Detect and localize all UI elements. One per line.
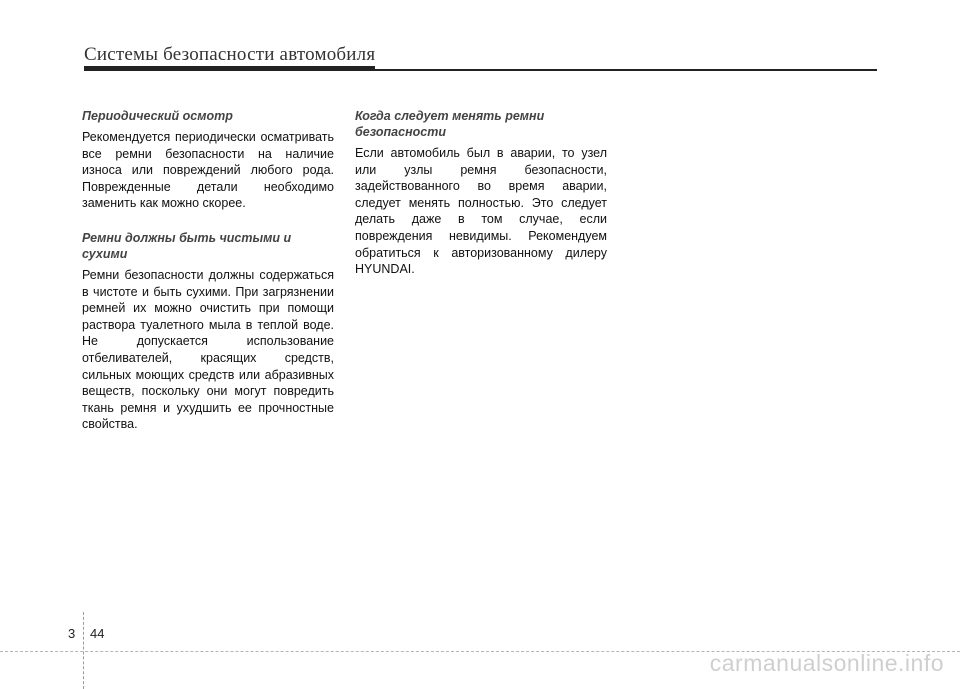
header-rule-thin bbox=[375, 69, 877, 71]
header-rule-thick bbox=[84, 66, 375, 71]
section-heading: Когда следует менять ремни безопасности bbox=[355, 109, 545, 139]
section-heading: Периодический осмотр bbox=[82, 109, 233, 123]
right-column bbox=[355, 108, 607, 296]
section-heading: Ремни должны быть чистыми и сухими bbox=[82, 230, 292, 261]
watermark-text: carmanualsonline.info bbox=[709, 650, 944, 676]
left-column bbox=[82, 108, 334, 451]
chapter-number: 3 bbox=[68, 626, 76, 641]
section-body: Рекомендуется периодически осматривать все ремни безопасности на наличие износа или повреждений любого рода. Поврежденные детали необходимо заменить как можно скорее. bbox=[82, 130, 334, 211]
page-number: 44 bbox=[90, 626, 105, 641]
section-clean-dry-belts bbox=[82, 230, 334, 433]
section-body: Ремни безопасности должны содержаться в чистоте и быть сухими. При загрязнении ремней их можно очистить при помощи раствора туалетного мыла в теплой воде. Не допускается использование отбеливателей, красящих средств, сильных моющих средств или абразивных веществ, поскольку они могут повредить ткань ремня и ухудшить ее прочностные свойства. bbox=[82, 267, 334, 432]
page-header-title: Системы безопасности автомобиля bbox=[84, 44, 376, 65]
section-body: Если автомобиль был в аварии, то узел или узлы ремня безопасности, задействованного во время аварии, следует менять полностью. Это следует делать даже в том случае, если повреждения невидимы. Рекомендуем обратиться к авторизованному дилеру HYUNDAI. bbox=[355, 146, 607, 277]
section-when-to-replace-belts bbox=[355, 108, 607, 278]
section-periodic-inspection bbox=[82, 108, 334, 212]
